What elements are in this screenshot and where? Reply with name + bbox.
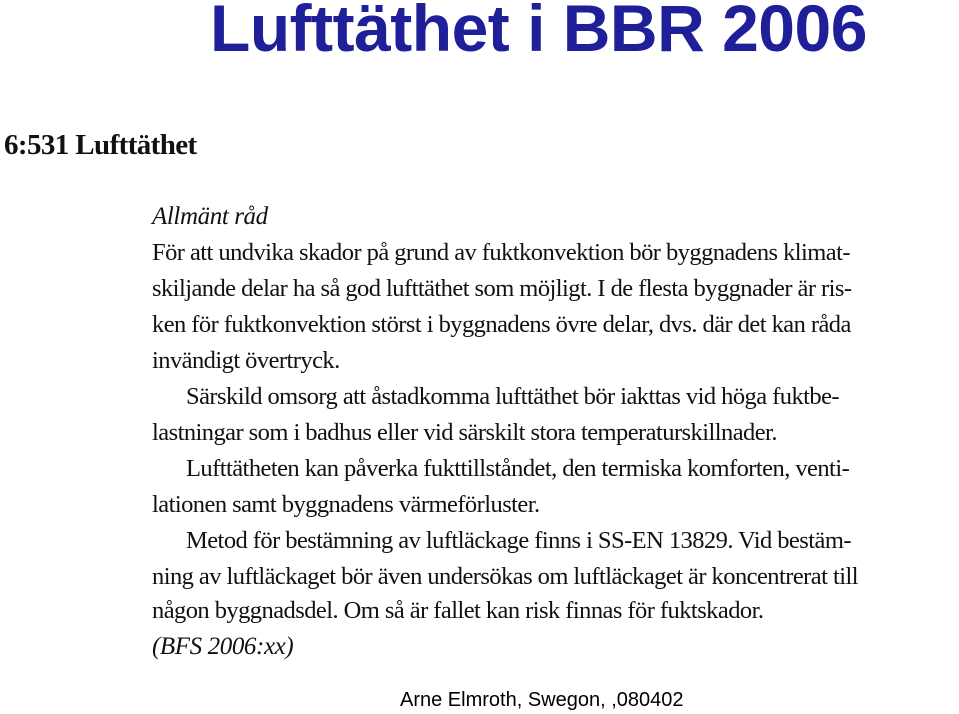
slide-footer: Arne Elmroth, Swegon, ,080402 (400, 689, 684, 711)
body-line: ning av luftläckaget bör även undersökas om luftläckaget är koncentrerat till (152, 563, 858, 590)
body-line: lastningar som i badhus eller vid särskilt stora temperaturskillnader. (152, 419, 777, 446)
body-line: Lufttätheten kan påverka fukttillståndet, den termiska komforten, venti- (186, 455, 850, 482)
body-line: någon byggnadsdel. Om så är fallet kan risk finnas för fuktskador. (152, 597, 764, 624)
section-heading: 6:531 Lufttäthet (4, 129, 197, 161)
body-line: invändigt övertryck. (152, 347, 340, 374)
body-line: lationen samt byggnadens värmeförluster. (152, 491, 540, 518)
scanned-regulation-excerpt (0, 120, 959, 680)
regulation-reference: (BFS 2006:xx) (152, 633, 294, 660)
slide-title: Lufttäthet i BBR 2006 (210, 0, 867, 65)
body-line: skiljande delar ha så god lufttäthet som möjligt. I de flesta byggnader är ris- (152, 275, 852, 302)
body-line: Metod för bestämning av luftläckage finns i SS-EN 13829. Vid bestäm- (186, 527, 851, 554)
advice-label: Allmänt råd (152, 203, 268, 230)
body-line: ken för fuktkonvektion störst i byggnadens övre delar, dvs. där det kan råda (152, 311, 851, 338)
body-line: För att undvika skador på grund av fuktkonvektion bör byggnadens klimat- (152, 239, 850, 266)
body-line: Särskild omsorg att åstadkomma lufttäthet bör iakttas vid höga fuktbe- (186, 383, 840, 410)
